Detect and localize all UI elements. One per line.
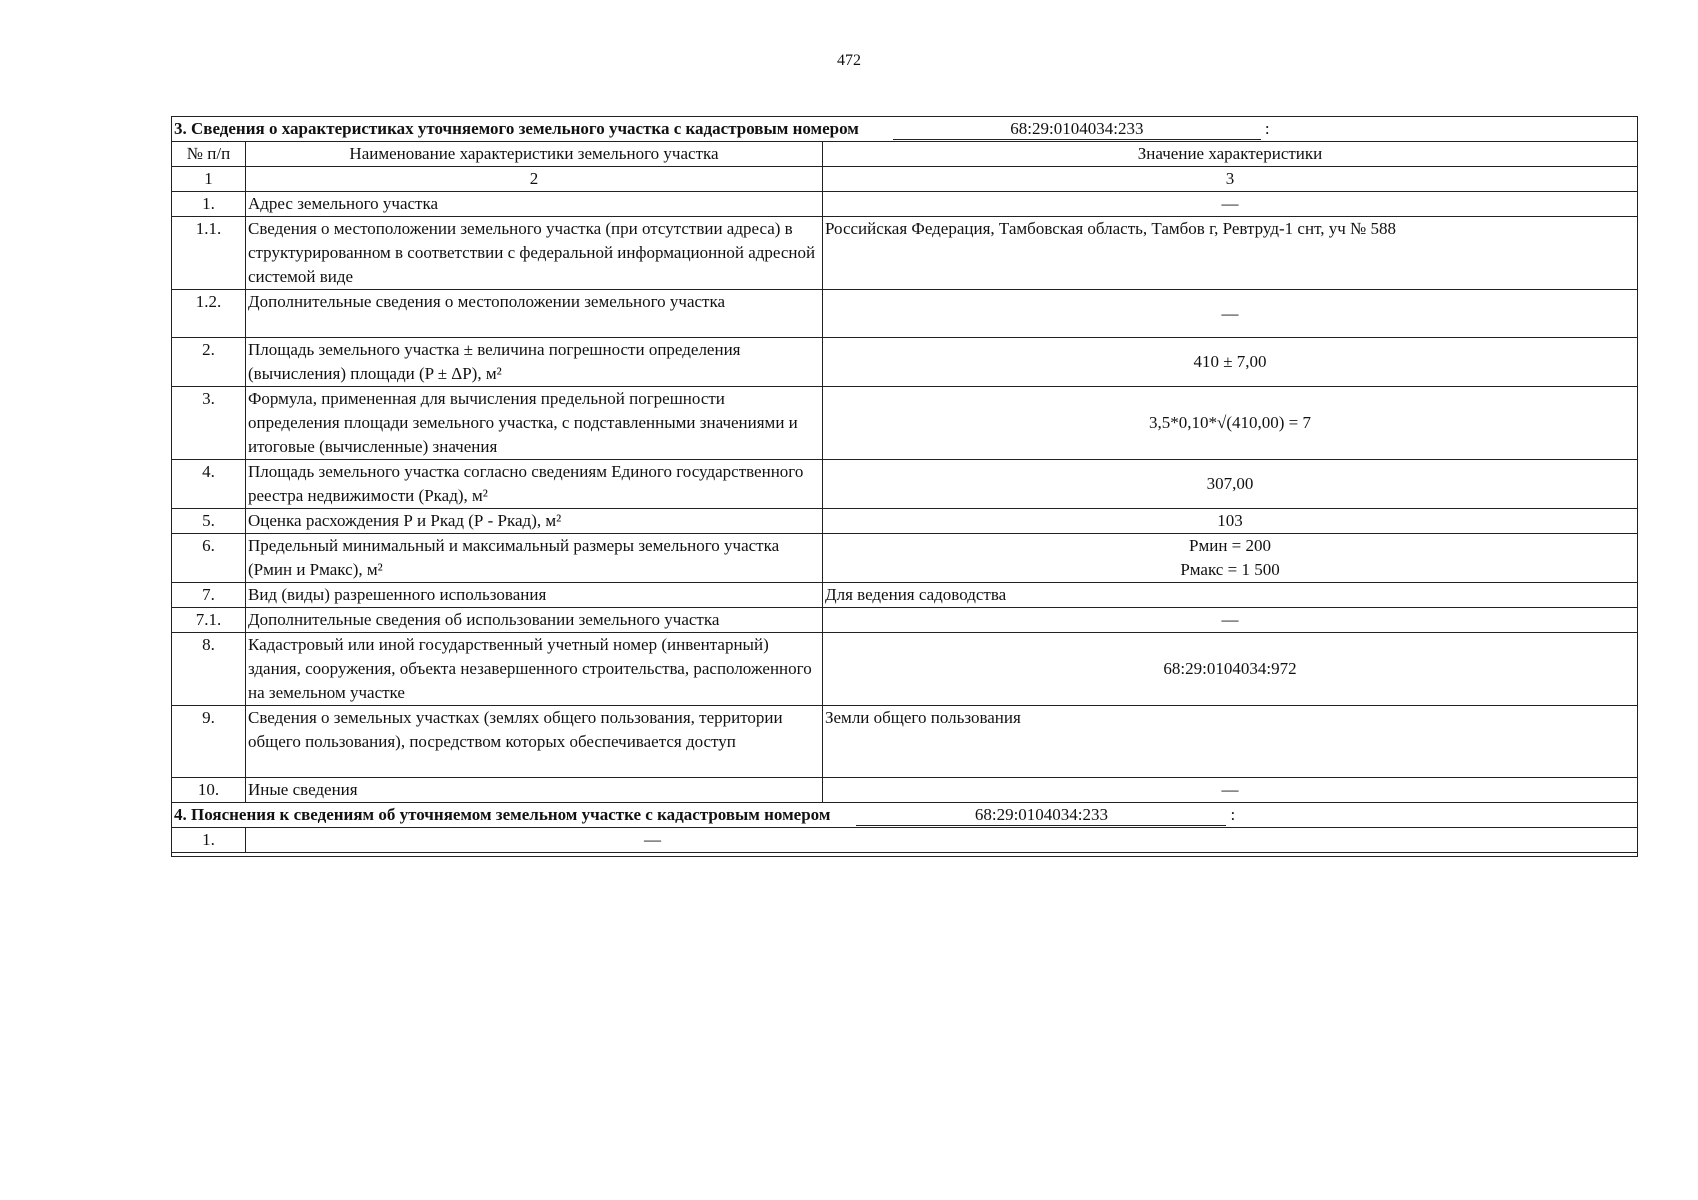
section4-cadastral-number: 68:29:0104034:233 <box>856 805 1226 826</box>
row-name: Площадь земельного участка ± величина погрешности определения (вычисления) площади (P ± ΔP), м² <box>246 338 823 387</box>
table-row <box>172 460 1638 509</box>
table-row <box>172 192 1638 217</box>
table-row <box>172 290 1638 338</box>
row-name: Сведения о земельных участках (землях общего пользования, территории общего пользования), посредством которых обеспечивается доступ <box>246 706 823 778</box>
table-row <box>172 778 1638 803</box>
row-name: Оценка расхождения Р и Ркад (Р - Ркад), м² <box>246 509 823 534</box>
row-value: — <box>823 192 1638 217</box>
row-number: 7. <box>172 583 246 608</box>
row-name: Иные сведения <box>246 778 823 803</box>
section4-header-row <box>172 803 1638 828</box>
row-number: 2. <box>172 338 246 387</box>
row-name: Формула, примененная для вычисления предельной погрешности определения площади земельного участка, с подставленными значениями и итоговые (вычисленные) значения <box>246 387 823 460</box>
table-row <box>172 338 1638 387</box>
table-row <box>172 217 1638 290</box>
row-value: Земли общего пользования <box>823 706 1638 778</box>
row-number: 1. <box>172 192 246 217</box>
table-row <box>172 534 1638 583</box>
row-name: Дополнительные сведения о местоположении земельного участка <box>246 290 823 338</box>
land-plot-characteristics-table <box>171 116 1638 857</box>
row-value: Для ведения садоводства <box>823 583 1638 608</box>
section4-title: 4. Пояснения к сведениям об уточняемом земельном участке с кадастровым номером <box>174 805 831 824</box>
row-value <box>823 534 1638 583</box>
section4-title-cell <box>172 803 1638 828</box>
table-row <box>172 633 1638 706</box>
row-number: 4. <box>172 460 246 509</box>
table-closing-rule <box>172 853 1638 857</box>
column-headers-row <box>172 142 1638 167</box>
row-value: 3,5*0,10*√(410,00) = 7 <box>823 387 1638 460</box>
row-number: 3. <box>172 387 246 460</box>
table-row <box>172 387 1638 460</box>
row-number: 9. <box>172 706 246 778</box>
row-value: 68:29:0104034:972 <box>823 633 1638 706</box>
row-name: Сведения о местоположении земельного участка (при отсутствии адреса) в структурированном в соответствии с федеральной информационной адресной системой виде <box>246 217 823 290</box>
section3-colon: : <box>1264 119 1270 138</box>
page-number: 472 <box>837 52 861 69</box>
col-number-1: 1 <box>172 167 246 192</box>
row-number: 6. <box>172 534 246 583</box>
row-name: Адрес земельного участка <box>246 192 823 217</box>
row-value: — <box>823 290 1638 338</box>
col-header-num: № п/п <box>172 142 246 167</box>
row-value: Российская Федерация, Тамбовская область, Тамбов г, Ревтруд-1 снт, уч № 588 <box>823 217 1638 290</box>
row-name: Предельный минимальный и максимальный размеры земельного участка (Рмин и Рмакс), м² <box>246 534 823 583</box>
row-value-min: Рмин = 200 <box>1189 536 1272 555</box>
section4-row <box>172 828 1638 853</box>
row-number: 1.1. <box>172 217 246 290</box>
column-numbers-row <box>172 167 1638 192</box>
row-number: 1.2. <box>172 290 246 338</box>
table-row <box>172 583 1638 608</box>
row-number: 7.1. <box>172 608 246 633</box>
col-number-2: 2 <box>246 167 823 192</box>
section4-row-number: 1. <box>172 828 246 853</box>
row-value: — <box>823 778 1638 803</box>
row-value: 410 ± 7,00 <box>823 338 1638 387</box>
row-value: — <box>823 608 1638 633</box>
row-value: 103 <box>823 509 1638 534</box>
row-number: 5. <box>172 509 246 534</box>
col-header-name: Наименование характеристики земельного участка <box>246 142 823 167</box>
table-row <box>172 706 1638 778</box>
table-row <box>172 608 1638 633</box>
row-value-max: Рмакс = 1 500 <box>1180 560 1280 579</box>
table-closing-cell <box>172 853 1638 857</box>
section4-row-value: — <box>246 828 1638 853</box>
table-row <box>172 509 1638 534</box>
col-header-value: Значение характеристики <box>823 142 1638 167</box>
row-name: Дополнительные сведения об использовании земельного участка <box>246 608 823 633</box>
section4-colon: : <box>1230 805 1236 824</box>
row-name: Площадь земельного участка согласно сведениям Единого государственного реестра недвижимости (Ркад), м² <box>246 460 823 509</box>
section3-cadastral-number: 68:29:0104034:233 <box>893 119 1261 140</box>
section3-header-row <box>172 117 1638 142</box>
col-number-3: 3 <box>823 167 1638 192</box>
row-number: 8. <box>172 633 246 706</box>
row-name: Кадастровый или иной государственный учетный номер (инвентарный) здания, сооружения, объекта незавершенного строительства, расположенного на земельном участке <box>246 633 823 706</box>
section3-title: 3. Сведения о характеристиках уточняемого земельного участка с кадастровым номером <box>174 119 859 138</box>
section3-title-cell <box>172 117 1638 142</box>
row-value: 307,00 <box>823 460 1638 509</box>
row-number: 10. <box>172 778 246 803</box>
row-name: Вид (виды) разрешенного использования <box>246 583 823 608</box>
